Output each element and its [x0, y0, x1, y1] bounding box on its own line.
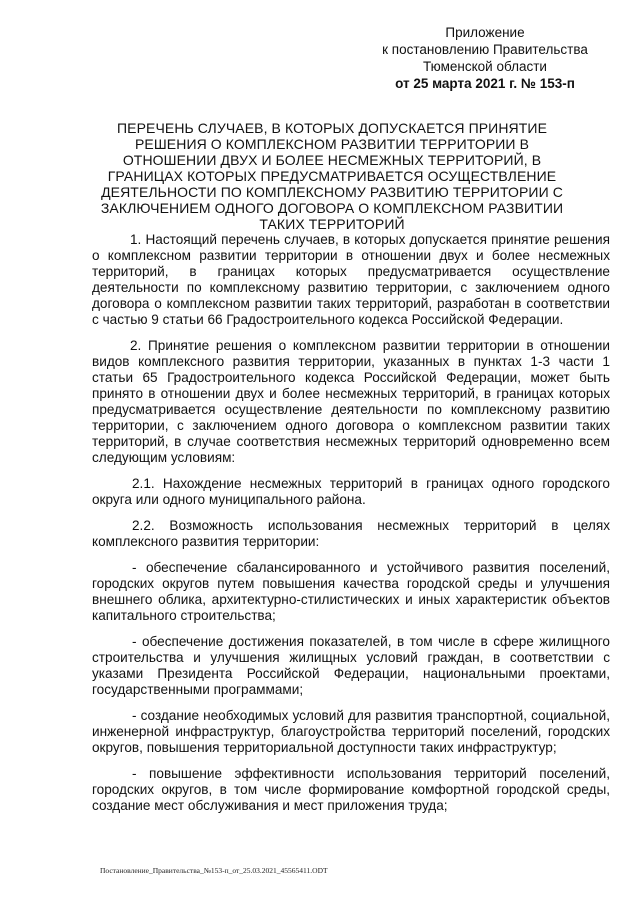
appendix-region: Тюменской области	[423, 59, 547, 74]
appendix-date: от 25 марта 2021 г. № 153-п	[395, 76, 575, 91]
paragraph-1: 1. Настоящий перечень случаев, в которых допускается принятие решения о комплексном развитии территории в отношении двух и более несмежных территорий, в границах которых предусматривается осуществление деятельности по комплексному развитию территории, с заключением одного договора о комплексном развитии таких территорий, разработан в соответствии с частью 9 статьи 66 Градостроительного кодекса Российской Федерации.	[92, 232, 610, 327]
appendix-resolution: к постановлению Правительства	[382, 42, 588, 57]
file-footer: Постановление_Правительства_№153-п_от_25.03.2021_45565411.ODT	[100, 866, 328, 875]
document-body	[92, 232, 610, 824]
paragraph-2-1: 2.1. Нахождение несмежных территорий в границах одного городского округа или одного муниципального района.	[92, 476, 610, 507]
document-title: ПЕРЕЧЕНЬ СЛУЧАЕВ, В КОТОРЫХ ДОПУСКАЕТСЯ ПРИНЯТИЕ РЕШЕНИЯ О КОМПЛЕКСНОМ РАЗВИТИИ ТЕРРИТОРИИ В ОТНОШЕНИИ ДВУХ И БОЛЕЕ НЕСМЕЖНЫХ ТЕРРИТОРИЙ, В ГРАНИЦАХ КОТОРЫХ ПРЕДУСМАТРИВАЕТСЯ ОСУЩЕСТВЛЕНИЕ ДЕЯТЕЛЬНОСТИ ПО КОМПЛЕКСНОМУ РАЗВИТИЮ ТЕРРИТОРИИ С ЗАКЛЮЧЕНИЕМ ОДНОГО ДОГОВОРА О КОМПЛЕКСНОМ РАЗВИТИИ ТАКИХ ТЕРРИТОРИЙ	[100, 120, 564, 232]
list-item: - создание необходимых условий для развития транспортной, социальной, инженерной инфраструктур, благоустройства территорий поселений, городских округов, повышения территориальной доступности таких инфраструктур;	[92, 708, 610, 755]
paragraph-2-2: 2.2. Возможность использования несмежных территорий в целях комплексного развития территории:	[92, 518, 610, 549]
appendix-label: Приложение	[445, 25, 525, 40]
list-item: - обеспечение достижения показателей, в том числе в сфере жилищного строительства и улучшения жилищных условий граждан, в соответствии с указами Президента Российской Федерации, национальными проектами, государственными программами;	[92, 634, 610, 697]
list-item: - обеспечение сбалансированного и устойчивого развития поселений, городских округов путем повышения качества городской среды и улучшения внешнего облика, архитектурно-стилистических и иных характеристик объектов капитального строительства;	[92, 560, 610, 623]
appendix-header	[360, 24, 610, 92]
list-item: - повышение эффективности использования территорий поселений, городских округов, в том числе формирование комфортной городской среды, создание мест обслуживания и мест приложения труда;	[92, 766, 610, 813]
paragraph-2: 2. Принятие решения о комплексном развитии территории в отношении видов комплексного развития территории, указанных в пунктах 1-3 части 1 статьи 65 Градостроительного кодекса Российской Федерации, может быть принято в отношении двух и более несмежных территорий, в границах которых предусматривается осуществление деятельности по комплексному развитию территории, с заключением одного договора о комплексном развитии таких территорий, в случае соответствия несмежных территорий одновременно всем следующим условиям:	[92, 338, 610, 465]
